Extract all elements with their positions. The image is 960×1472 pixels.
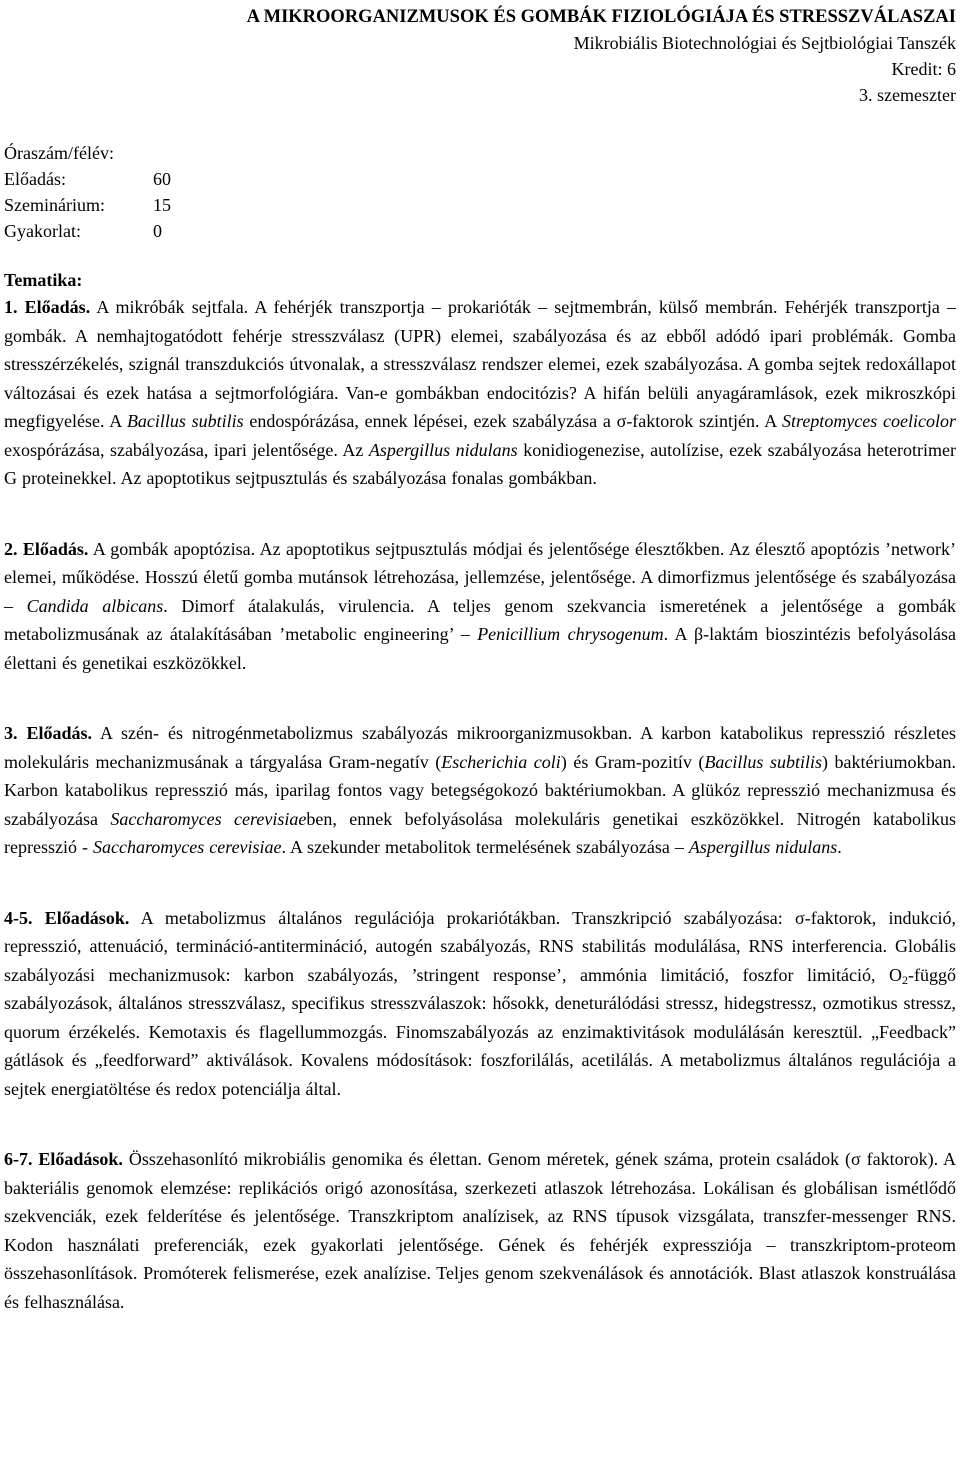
course-header	[4, 0, 956, 108]
lecture-text: .	[837, 837, 842, 857]
lecture-text: konidiogenezise, autolízise, ezek szabályozása heterotrimer G proteinekkel. Az apoptotikus sejtpusztulás és szabályozása fonalas gombákban.	[4, 439, 956, 488]
lecture-text: ben, ennek befolyásolása molekuláris genetikai eszközökkel. Nitrogén katabolikus represszió -	[4, 808, 956, 857]
lecture-text: ) baktériumokban. Karbon katabolikus represszió más, iparilag fontos vagy betegségokozó baktériumokban. A glükóz represszió mechanizmusa és szabályozása	[4, 751, 957, 829]
lecture-text: . A β-laktám bioszintézis befolyásolása élettani és genetikai eszközökkel.	[4, 624, 956, 673]
tematika-heading: Tematika:	[4, 270, 83, 290]
lecture-1-paragraph	[4, 293, 956, 493]
document-page	[4, 0, 956, 1316]
course-title: A MIKROORGANIZMUSOK ÉS GOMBÁK FIZIOLÓGIÁJA ÉS STRESSZVÁLASZAI	[246, 7, 956, 27]
lecture-number: 4-5. Előadások.	[4, 907, 130, 928]
lecture-text: endospórázása, ennek lépései, ezek szabályzása a σ-faktorok szintjén. A	[243, 411, 782, 431]
hours-value: 60	[153, 169, 171, 189]
subscript: 2	[902, 972, 908, 987]
hours-block	[4, 140, 956, 244]
lecture-text: A metabolizmus általános regulációja prokariótákban. Transzkripció szabályozása: σ-faktorok, indukció, represszió, attenuáció, termináció-antitermináció, autogén szabályozás, RNS stabilitás modulálása, RNS interferencia. Globális szabályozási mechanizmusok: karbon szabályozás, ’stringent response’, ammónia limitáció, foszfor limitáció, O	[4, 907, 956, 985]
species-name: Escherichia coli	[441, 751, 561, 772]
species-name: Penicillium chrysogenum	[477, 624, 664, 644]
hours-row-lecture	[4, 166, 956, 192]
lecture-text: A gombák apoptózisa. Az apoptotikus sejtpusztulás módjai és jelentősége élesztőkben. Az élesztő apoptózis ’network’ elemei, működése. Hosszú életű gomba mutánsok létrehozása, jellemzése, jelentősége. A dimorfizmus jelentősége és szabályozása –	[4, 538, 956, 616]
hours-label: Gyakorlat:	[4, 221, 81, 241]
species-name: Saccharomyces cerevisiae	[110, 808, 307, 829]
department-name: Mikrobiális Biotechnológiai és Sejtbiológiai Tanszék	[573, 33, 956, 53]
lecture-3-paragraph	[4, 719, 956, 862]
species-name: Aspergillus nidulans	[688, 837, 838, 857]
lecture-2-paragraph	[4, 535, 956, 678]
lecture-4-5-paragraph	[4, 904, 956, 1104]
lecture-text: ) és Gram-pozitív (	[560, 751, 705, 772]
hours-value: 0	[153, 221, 162, 241]
species-name: Bacillus subtilis	[704, 751, 822, 772]
hours-label: Előadás:	[4, 169, 66, 189]
hours-value: 15	[153, 195, 171, 215]
lecture-text: exospórázása, szabályozása, ipari jelentősége. Az	[4, 439, 369, 460]
hours-heading: Óraszám/félév:	[4, 143, 114, 163]
lecture-number: 2. Előadás.	[4, 538, 89, 559]
lecture-text: . Dimorf átalakulás, virulencia. A teljes genom szekvancia ismeretének a jelentősége a gombák metabolizmusának az átalakításában ’metabolic engineering’ –	[4, 595, 956, 644]
credit-info: Kredit: 6	[891, 59, 956, 79]
lecture-text: A mikróbák sejtfala. A fehérjék transzportja – prokarióták – sejtmembrán, külső membrán. Fehérjék transzportja – gombák. A nemhajtogatódott fehérje stresszválasz (UPR) elemei, szabályozása és az ebből adódó ipari problémák. Gomba stresszérzékelés, szignál transzdukciós útvonalak, a stresszválasz rendszer elemei, ezek szabályozása. A gomba sejtek redoxállapot változásai és ezek hatása a sejtmorfológiára. Van-e gombákban endocitózis? A hifán belüli anyagáramlások, ezek mikroszkópi megfigyelése. A	[4, 297, 956, 431]
species-name: Aspergillus nidulans	[368, 439, 518, 460]
lecture-text: . A szekunder metabolitok termelésének szabályozása –	[281, 837, 689, 857]
semester-info: 3. szemeszter	[859, 85, 956, 105]
species-name: Candida albicans	[26, 595, 164, 616]
species-name: Streptomyces coelicolor	[781, 411, 956, 431]
hours-row-seminar	[4, 192, 956, 218]
lecture-text: A szén- és nitrogénmetabolizmus szabályozás mikroorganizmusokban. A karbon katabolikus represszió részletes molekuláris mechanizmusának a tárgyalása Gram-negatív (	[4, 723, 956, 772]
lecture-number: 1. Előadás.	[4, 297, 91, 317]
hours-label: Szeminárium:	[4, 195, 105, 215]
lecture-6-7-paragraph	[4, 1145, 956, 1316]
lecture-number: 3. Előadás.	[4, 723, 93, 743]
species-name: Saccharomyces cerevisiae	[92, 837, 282, 857]
lecture-number: 6-7. Előadások.	[4, 1149, 123, 1169]
species-name: Bacillus subtilis	[126, 411, 244, 431]
lecture-text: -függő szabályozások, általános stresszválasz, specifikus stresszválaszok: hősokk, deneturálódási stressz, hidegstressz, ozmotikus stressz, quorum érzékelés. Kemotaxis és flagellummozgás. Finomszabályozás az enzimaktivitások modulálásán keresztül. „Feedback” gátlások és „feedforward” aktiválások. Kovalens módosítások: foszforilálás, acetilálás. A metabolizmus általános regulációja a sejtek energiatöltése és redox potenciálja által.	[4, 964, 956, 1099]
lecture-text: Összehasonlító mikrobiális genomika és élettan. Genom méretek, gének száma, protein családok (σ faktorok). A bakteriális genomok elemzése: replikációs origó azonosítása, szerkezeti atlaszok létrehozása. Lokálisan és globálisan ismétlődő szekvenciák, ezek felderítése és jelentősége. Transzkriptom analízisek, az RNS típusok vizsgálata, transzfer-messenger RNS. Kodon használati preferenciák, ezek gyakorlati jelentősége. Gének és fehérjék expressziója – transzkriptom-proteom összehasonlítások. Promóterek felismerése, ezek analízise. Teljes genom szekvenálások és annotációk. Blast atlaszok konstruálása és felhasználása.	[4, 1149, 957, 1312]
hours-row-practice	[4, 218, 956, 244]
